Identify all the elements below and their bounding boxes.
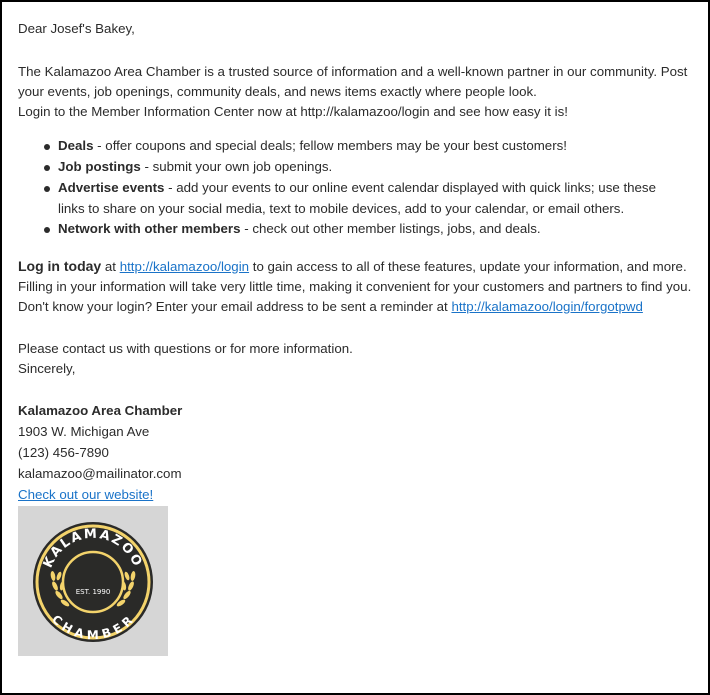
chamber-logo[interactable] [18, 506, 168, 656]
bullet-icon [44, 144, 50, 150]
feature-text: - submit your own job openings. [140, 159, 333, 174]
forgot-password-link[interactable]: http://kalamazoo/login/forgotpwd [451, 299, 643, 314]
signature-phone: (123) 456-7890 [18, 445, 109, 460]
seal-bottom-text: CHAMBER [49, 612, 137, 643]
intro-line-2: your events, job openings, community deals, and news items exactly where people look. [18, 84, 537, 99]
feature-advertise-events [58, 178, 656, 199]
intro-line-3: Login to the Member Information Center now at http://kalamazoo/login and see how easy it is! [18, 104, 568, 119]
chamber-logo-seal [18, 506, 168, 656]
signature-org: Kalamazoo Area Chamber [18, 403, 183, 418]
login-line-2: Filling in your information will take very little time, making it convenient for your customers and partners to find you. [18, 279, 692, 294]
login-line-1 [18, 256, 687, 278]
forgot-prefix-text: Don't know your login? Enter your email address to be sent a reminder at [18, 299, 452, 314]
intro-line-1: The Kalamazoo Area Chamber is a trusted source of information and a well-known partner in our community. Post [18, 64, 688, 79]
signature-email: kalamazoo@mailinator.com [18, 466, 182, 481]
closing-line-2: Sincerely, [18, 361, 76, 376]
closing-line-1: Please contact us with questions or for more information. [18, 341, 353, 356]
bullet-icon [44, 186, 50, 192]
feature-text: - add your events to our online event calendar displayed with quick links; use these [164, 180, 656, 195]
login-at-text: at [101, 259, 120, 274]
feature-title: Advertise events [58, 180, 165, 195]
website-link[interactable]: Check out our website! [18, 487, 154, 502]
login-today-label: Log in today [18, 258, 102, 274]
feature-advertise-events-cont: links to share on your social media, text to mobile devices, add to your calendar, or email others. [58, 201, 625, 216]
greeting: Dear Josef's Bakey, [18, 21, 135, 36]
feature-network [58, 219, 541, 240]
feature-text: - check out other member listings, jobs, and deals. [240, 221, 541, 236]
feature-text: - offer coupons and special deals; fellow members may be your best customers! [93, 138, 567, 153]
seal-est-text: EST. 1990 [75, 588, 111, 596]
login-rest-text: to gain access to all of these features, update your information, and more. [249, 259, 687, 274]
feature-job-postings [58, 157, 332, 178]
signature-address: 1903 W. Michigan Ave [18, 424, 150, 439]
bullet-icon [44, 165, 50, 171]
login-line-3 [18, 297, 643, 318]
feature-title: Job postings [58, 159, 141, 174]
feature-deals [58, 136, 567, 157]
feature-title: Deals [58, 138, 94, 153]
feature-title: Network with other members [58, 221, 241, 236]
bullet-icon [44, 227, 50, 233]
seal-top-text: KALAMAZOO [40, 526, 146, 571]
login-link[interactable]: http://kalamazoo/login [119, 259, 250, 274]
